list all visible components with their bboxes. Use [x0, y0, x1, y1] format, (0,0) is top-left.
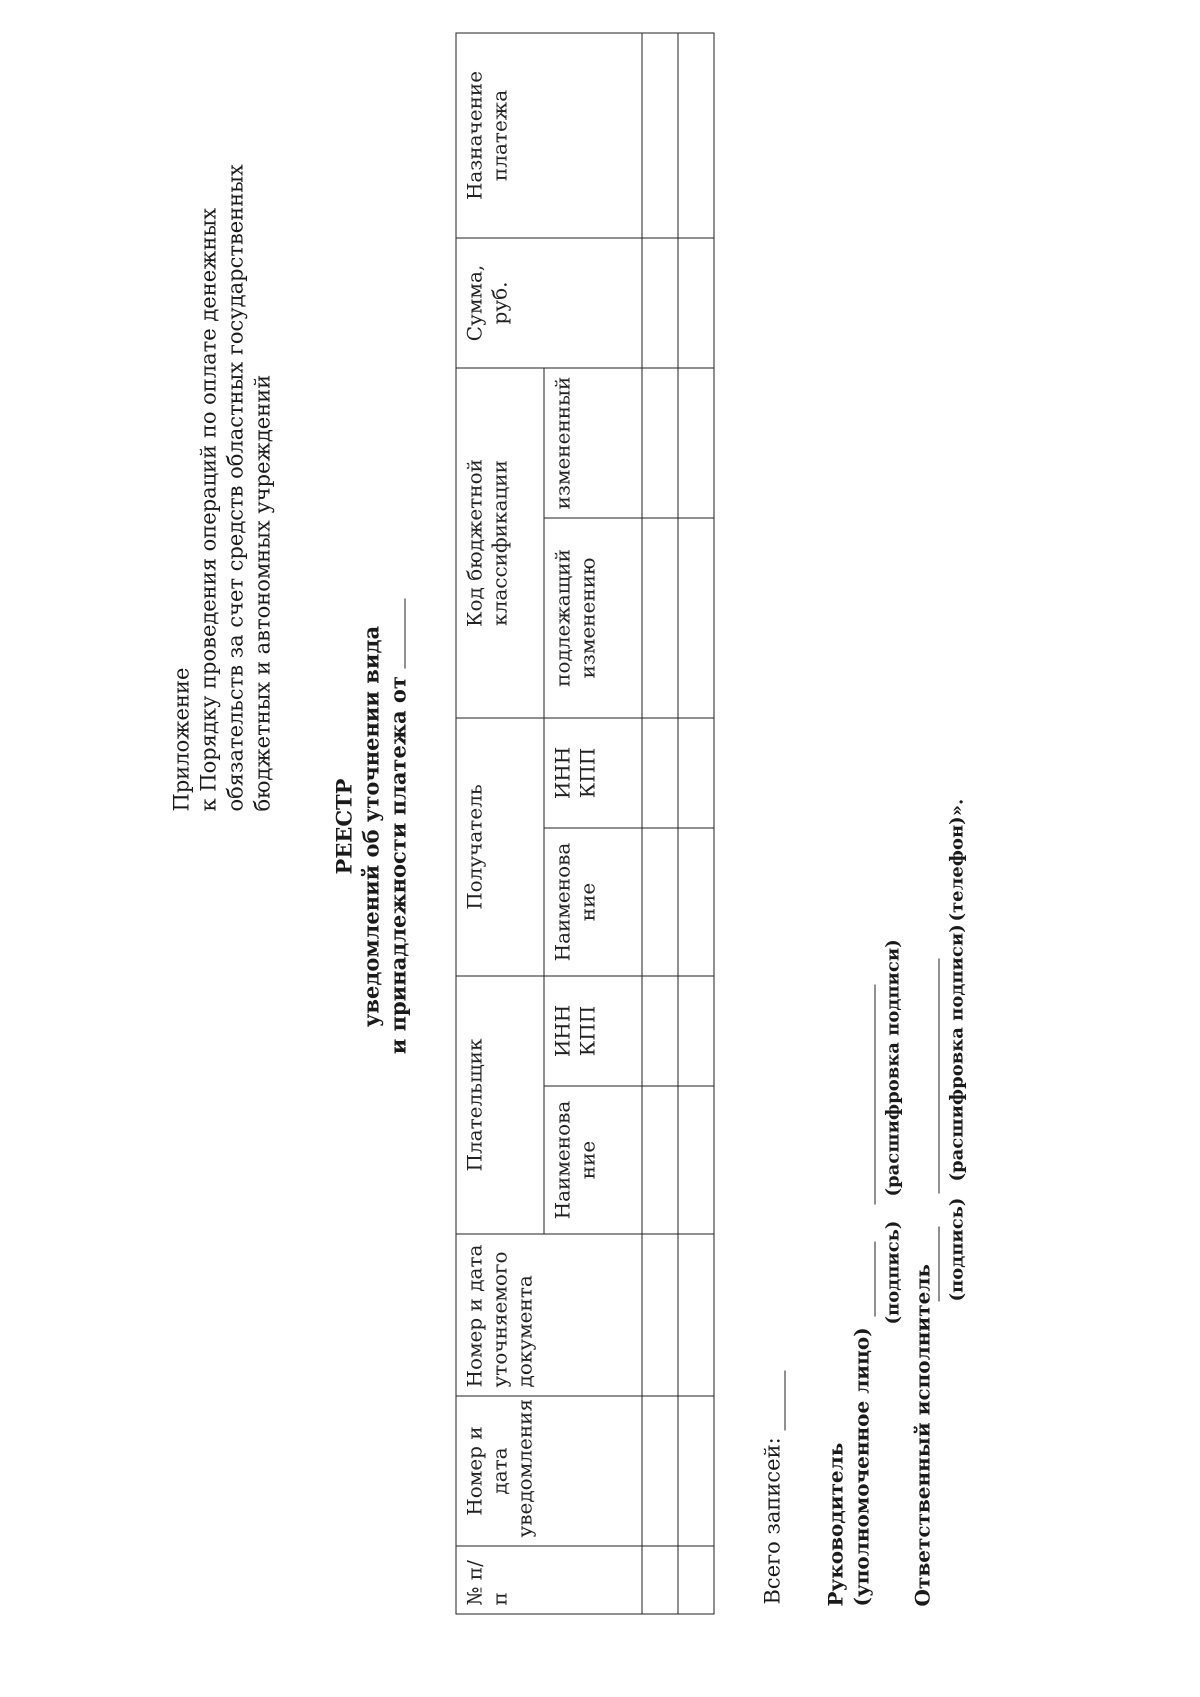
- cell[interactable]: [678, 718, 714, 828]
- total-records-label: Всего записей:: [760, 1437, 785, 1605]
- cell[interactable]: [642, 1234, 678, 1396]
- executor-phone-caption: (телефон)».: [946, 798, 968, 922]
- cell[interactable]: [678, 368, 714, 518]
- table-row: [642, 33, 678, 1614]
- head-decoding-caption: (расшифровка подписи): [882, 939, 904, 1197]
- cell[interactable]: [642, 718, 678, 828]
- header-kbk-old: подлежащий изменению: [544, 518, 642, 718]
- cell[interactable]: [678, 1086, 714, 1234]
- header-num: № п/п: [456, 1546, 642, 1614]
- title-line-3: [385, 477, 412, 1177]
- header-payer: Плательщик: [456, 976, 544, 1234]
- appendix-line-3: обязательств за счет средств областных государственных: [223, 164, 248, 812]
- cell[interactable]: [678, 1234, 714, 1396]
- header-recipient-name: Наименова ние: [544, 828, 642, 976]
- executor-decoding-line: [939, 959, 940, 1194]
- header-document: Номер и дата уточняемого документа: [456, 1234, 642, 1396]
- cell[interactable]: [678, 1396, 714, 1546]
- header-notice: Номер и дата уведомления: [456, 1396, 642, 1546]
- executor-title: Ответственный исполнитель: [910, 1264, 935, 1607]
- cell[interactable]: [642, 33, 678, 238]
- register-table: [456, 32, 715, 1614]
- header-payer-name: Наименова ние: [544, 1086, 642, 1234]
- header-recipient-inn: ИНН КПП: [544, 718, 642, 828]
- table-row: [678, 33, 714, 1614]
- head-title: Руководитель: [823, 1442, 848, 1607]
- executor-signature-block: [911, 1264, 935, 1607]
- cell[interactable]: [642, 1546, 678, 1614]
- cell[interactable]: [678, 1546, 714, 1614]
- executor-decoding-caption: (расшифровка подписи): [946, 924, 968, 1182]
- cell[interactable]: [642, 368, 678, 518]
- title-line-1: РЕЕСТР: [331, 778, 357, 875]
- appendix-header: [169, 32, 277, 812]
- header-kbk-new: измененный: [544, 368, 642, 518]
- executor-signature-line: [939, 1227, 940, 1302]
- header-purpose: Назначение платежа: [456, 33, 642, 238]
- header-kbk: Код бюджетной классификации: [456, 368, 544, 718]
- header-sum: Сумма, руб.: [456, 238, 642, 368]
- cell[interactable]: [642, 1396, 678, 1546]
- total-records-blank: [761, 1371, 786, 1431]
- cell[interactable]: [678, 976, 714, 1086]
- head-signature-line: [875, 1242, 876, 1317]
- head-signature-caption: (подпись): [882, 1220, 904, 1325]
- executor-signature-caption: (подпись): [946, 1197, 968, 1302]
- cell[interactable]: [642, 828, 678, 976]
- title-line-2: уведомлений об уточнении вида: [358, 625, 384, 1028]
- appendix-line-1: Приложение: [169, 667, 194, 812]
- head-decoding-line: [875, 985, 876, 1205]
- total-records: [761, 1371, 786, 1605]
- cell[interactable]: [642, 1086, 678, 1234]
- document-title: [331, 477, 412, 1177]
- cell[interactable]: [678, 518, 714, 718]
- table-header-row-1: [456, 33, 544, 1614]
- head-subtitle: (уполномоченное лицо): [849, 1327, 874, 1607]
- head-signature-block: [823, 1327, 875, 1606]
- appendix-line-2: к Порядку проведения операций по оплате денежных: [196, 207, 221, 812]
- cell[interactable]: [678, 33, 714, 238]
- header-payer-inn: ИНН КПП: [544, 976, 642, 1086]
- header-recipient: Получатель: [456, 718, 544, 976]
- date-blank: [387, 599, 406, 669]
- appendix-line-4: бюджетных и автономных учреждений: [250, 374, 275, 812]
- cell[interactable]: [642, 976, 678, 1086]
- title-line-3-text: и принадлежности платежа от: [385, 676, 411, 1055]
- cell[interactable]: [678, 238, 714, 368]
- cell[interactable]: [642, 238, 678, 368]
- cell[interactable]: [642, 518, 678, 718]
- rotated-document-sheet: [1, 0, 1200, 1697]
- cell[interactable]: [678, 828, 714, 976]
